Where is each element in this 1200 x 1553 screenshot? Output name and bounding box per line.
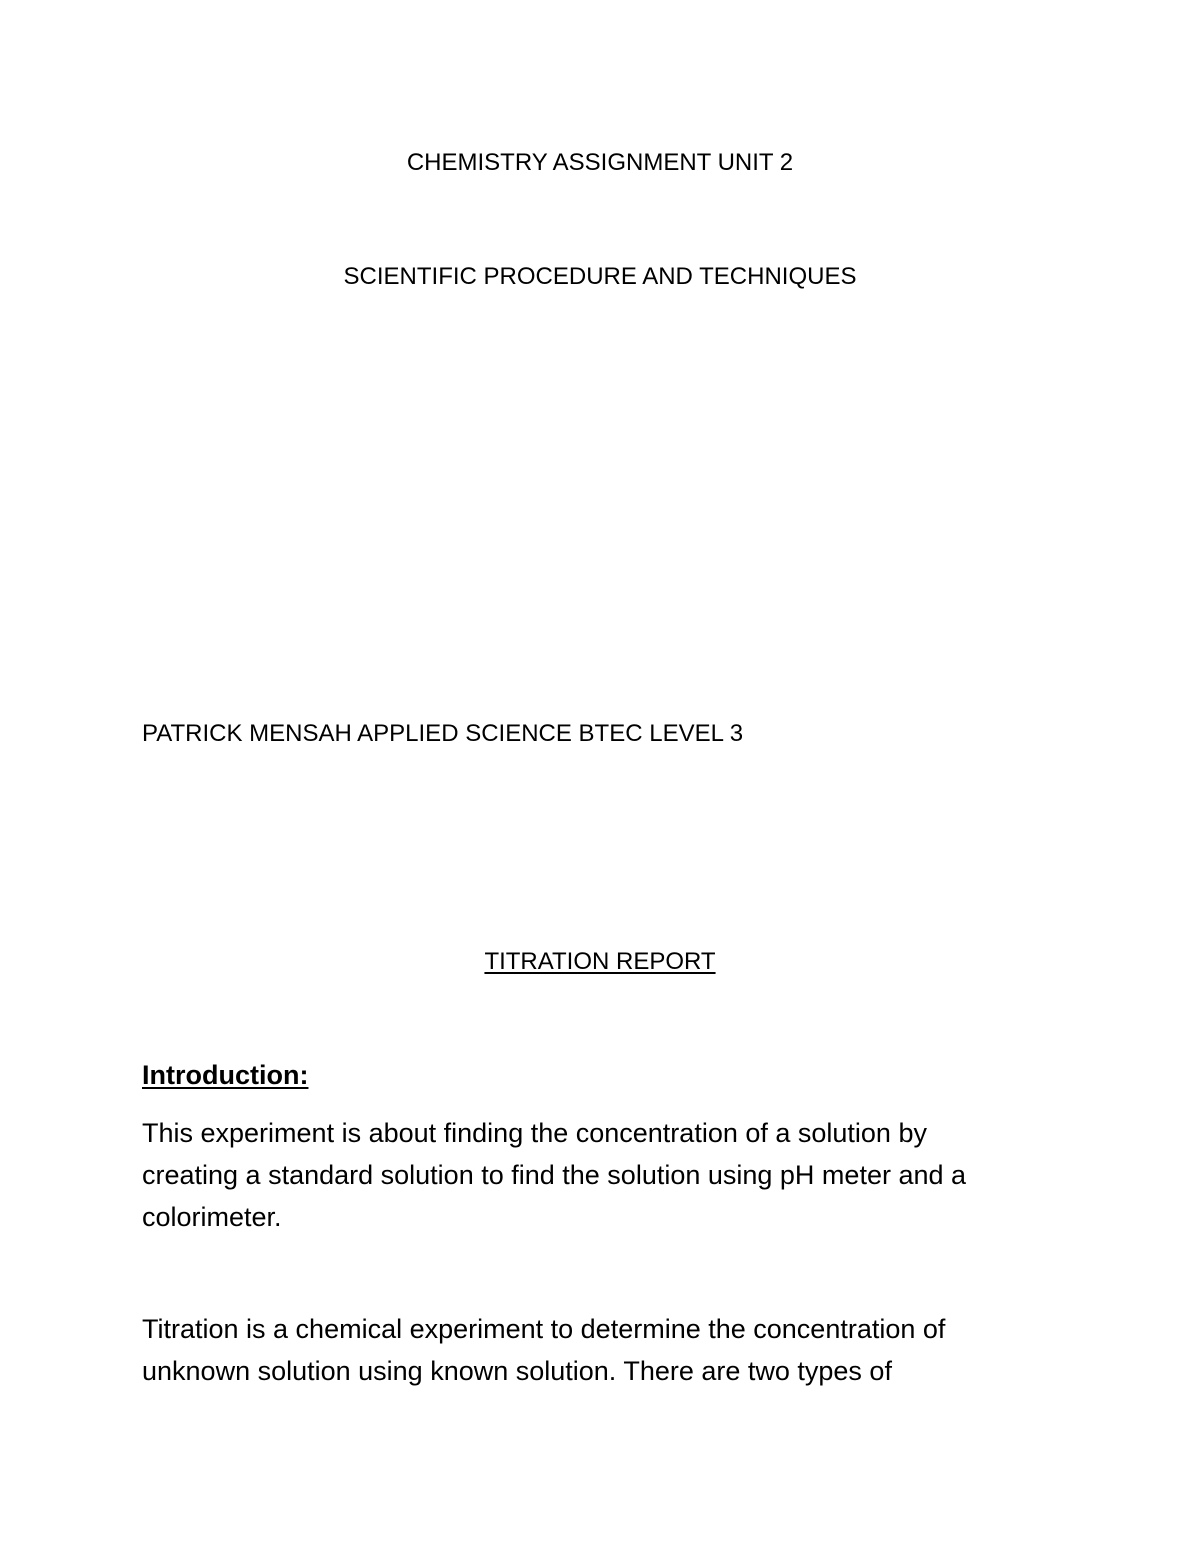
document-subtitle: SCIENTIFIC PROCEDURE AND TECHNIQUES [343, 263, 857, 290]
section-heading-introduction: Introduction: [142, 1060, 309, 1090]
paragraph-2-line-2: unknown solution using known solution. There are two types of [142, 1356, 892, 1386]
report-heading: TITRATION REPORT [484, 948, 716, 975]
document-title: CHEMISTRY ASSIGNMENT UNIT 2 [406, 149, 794, 176]
paragraph-2-line-1: Titration is a chemical experiment to determine the concentration of [142, 1314, 946, 1344]
paragraph-1-line-2: creating a standard solution to find the solution using pH meter and a [142, 1160, 967, 1190]
paragraph-1-line-3: colorimeter. [142, 1202, 282, 1232]
author-line: PATRICK MENSAH APPLIED SCIENCE BTEC LEVEL 3 [142, 720, 744, 747]
paragraph-1-line-1: This experiment is about finding the concentration of a solution by [142, 1118, 927, 1148]
